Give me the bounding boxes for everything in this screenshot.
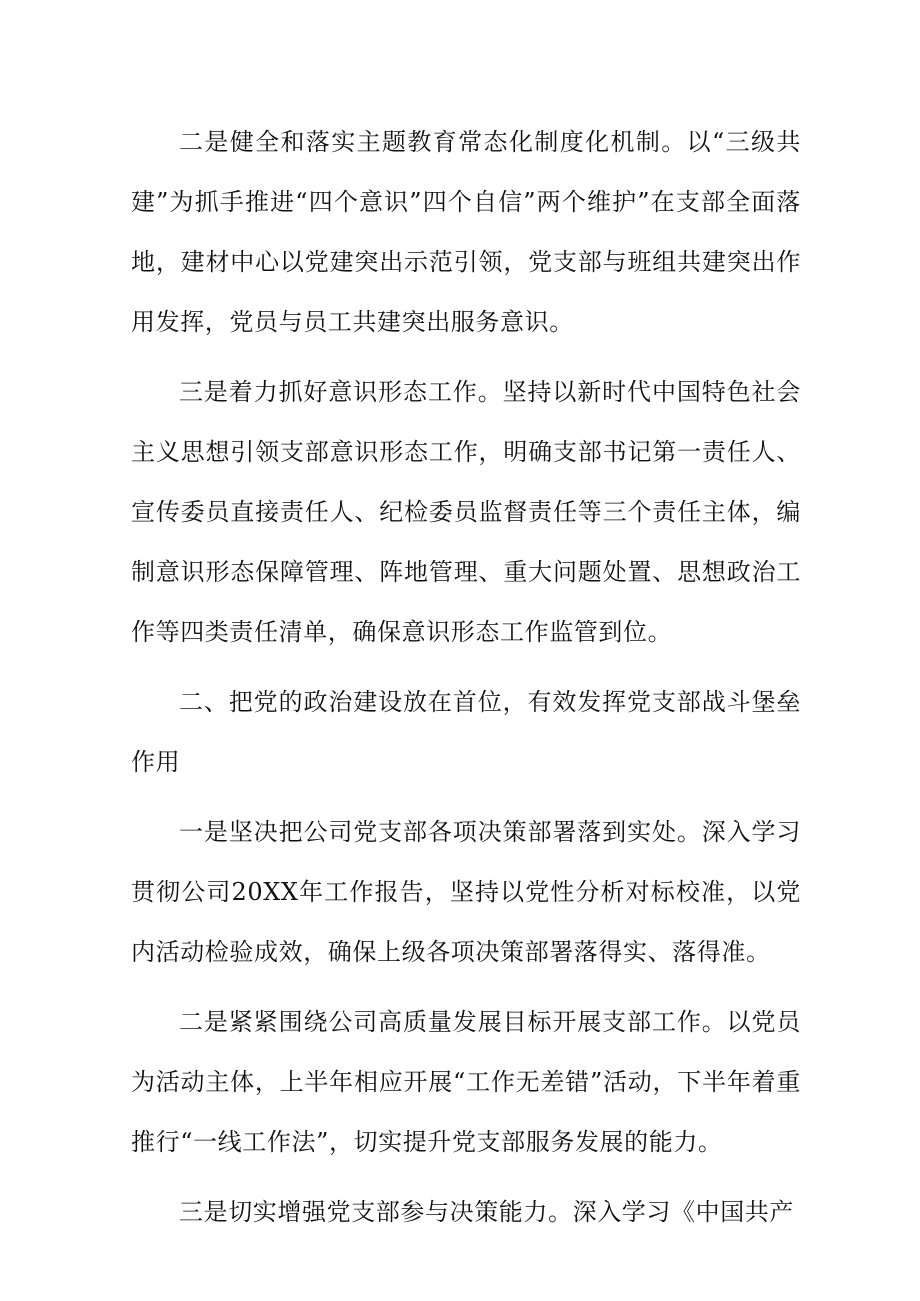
paragraph-decisions: 一是坚决把公司党支部各项决策部署落到实处。深入学习贯彻公司20XX年工作报告，坚持以党性分析对标校准，以党内活动检验成效，确保上级各项决策部署落得实、落得准。: [131, 818, 801, 966]
paragraph-decision-capacity: 三是切实增强党支部参与决策能力。深入学习《中国共产: [179, 1198, 794, 1226]
section-heading-political-construction: 二、把党的政治建设放在首位，有效发挥党支部战斗堡垒作用: [131, 688, 801, 776]
paragraph-ideology: 三是着力抓好意识形态工作。坚持以新时代中国特色社会主义思想引领支部意识形态工作，明确支部书记第一责任人、宣传委员直接责任人、纪检委员监督责任等三个责任主体，编制意识形态保障管理、阵地管理、重大问题处置、思想政治工作等四类责任清单，确保意识形态工作监管到位。: [131, 378, 801, 646]
paragraph-development-goals: 二是紧紧围绕公司高质量发展目标开展支部工作。以党员为活动主体，上半年相应开展“工作无差错”活动，下半年着重推行“一线工作法”，切实提升党支部服务发展的能力。: [131, 1008, 801, 1156]
paragraph-mechanism: 二是健全和落实主题教育常态化制度化机制。以“三级共建”为抓手推进“四个意识”四个自信”两个维护”在支部全面落地，建材中心以党建突出示范引领，党支部与班组共建突出作用发挥，党员与员工共建突出服务意识。: [131, 128, 801, 336]
document-body: [131, 112, 801, 1252]
